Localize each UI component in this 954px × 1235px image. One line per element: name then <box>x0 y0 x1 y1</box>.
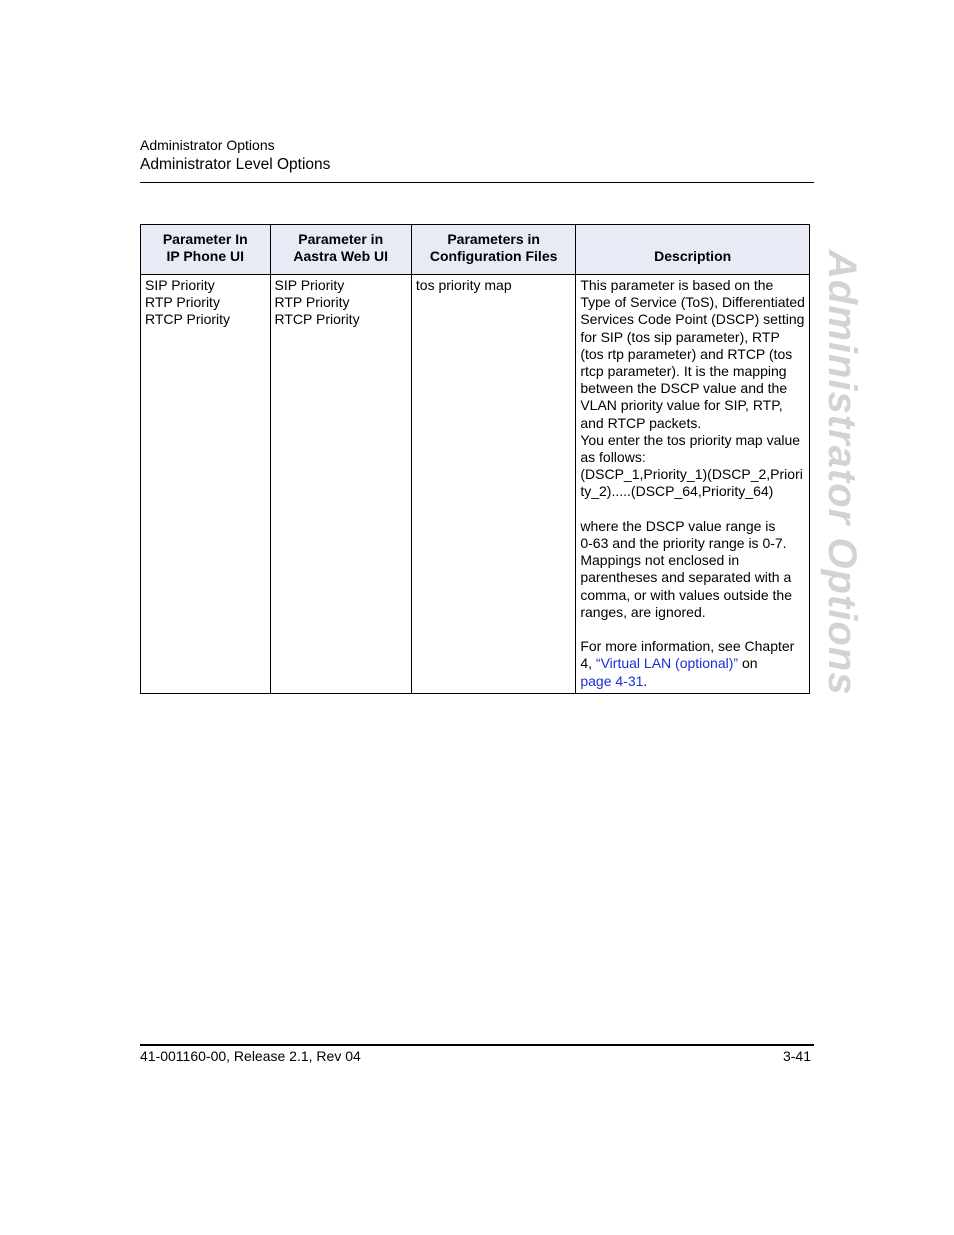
footer-doc-id: 41-001160-00, Release 2.1, Rev 04 <box>140 1048 361 1064</box>
cross-reference-line: 4, “Virtual LAN (optional)” on <box>580 655 758 672</box>
footer-page-number: 3-41 <box>782 1048 811 1064</box>
cell-description: This parameter is based on the Type of Service (ToS), Differentiated Services Code Point (DSCP) setting for SIP (tos sip parameter), RTP (tos rtp parameter) and RTCP (tos rtcp parameter). It is the mapping between the DSCP value and the VLAN priority value for SIP, RTP, and RTCP packets. You enter the tos priority map value as follows: (DSCP_1,Priority_1)(DSCP_2,Priori ty_2).....(DSCP_64,Priority_64) where the DSCP value range is 0-63 and the priority range is 0-7. Mappings not enclosed in parentheses and separated with a comma, or with values outside the ranges, are ignored. For more information, see Chapter 4, “Virtual LAN (optional)” on page 4-31. <box>576 275 810 694</box>
cell-web-ui: SIP Priority RTP Priority RTCP Priority <box>270 275 411 694</box>
header-subsection-title: Administrator Level Options <box>140 156 331 173</box>
parameter-table <box>140 224 810 694</box>
page-reference-link[interactable]: page 4-31 <box>580 672 644 689</box>
cell-ip-phone-ui: SIP Priority RTP Priority RTCP Priority <box>141 275 271 694</box>
footer-rule <box>140 1044 814 1046</box>
header-web-ui: Parameter in Aastra Web UI <box>270 225 411 275</box>
header-config-files: Parameters in Configuration Files <box>411 225 575 275</box>
cell-config-file: tos priority map <box>411 275 575 694</box>
virtual-lan-link[interactable]: “Virtual LAN (optional)” <box>595 655 739 672</box>
header-rule <box>140 182 814 183</box>
table-header-row <box>141 225 810 275</box>
header-description: Description <box>576 225 810 275</box>
side-chapter-title: Administrator Options <box>820 250 864 696</box>
header-ip-phone-ui: Parameter In IP Phone UI <box>141 225 271 275</box>
table-row <box>141 275 810 694</box>
header-section-title: Administrator Options <box>140 137 275 153</box>
